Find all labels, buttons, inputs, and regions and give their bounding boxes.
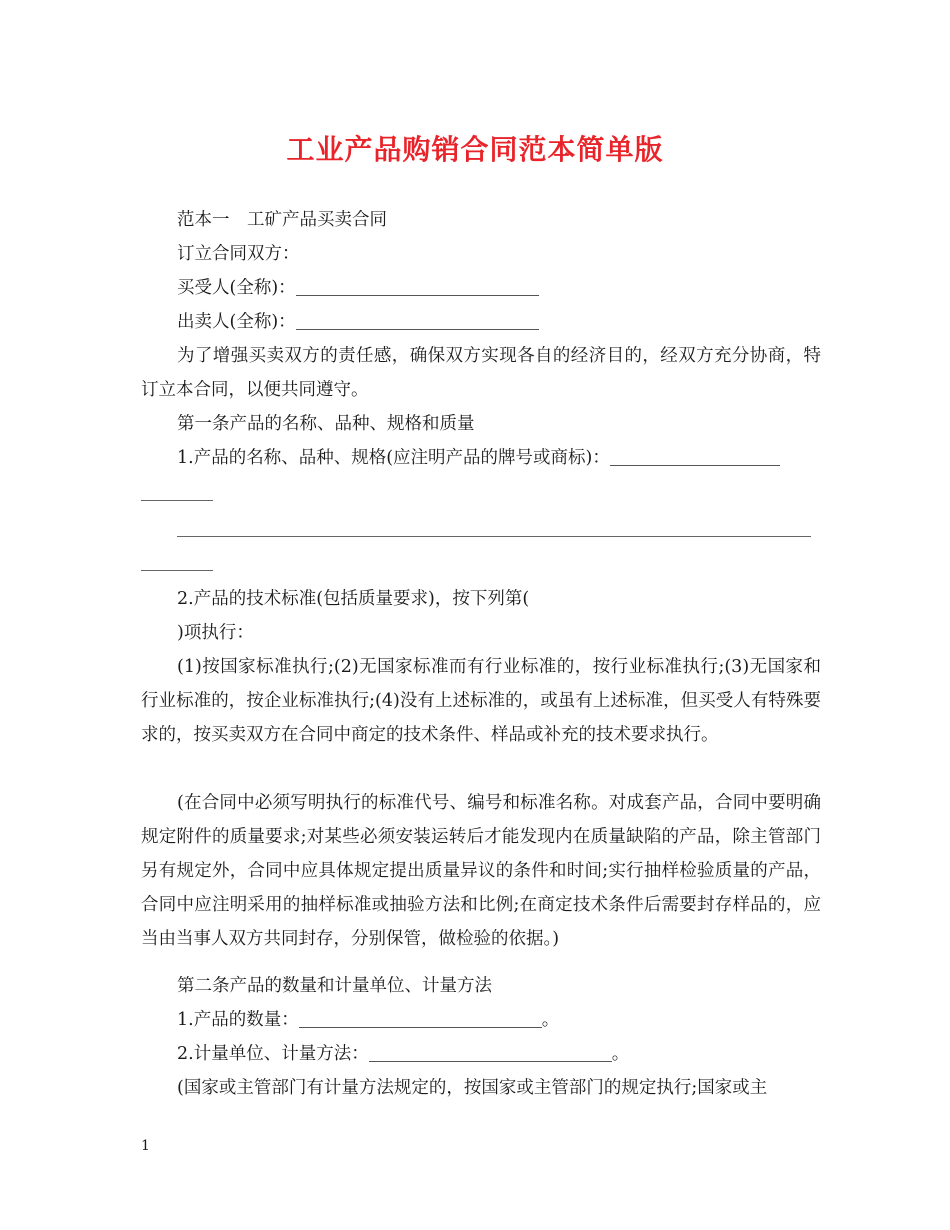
quantity-line: [177, 1003, 559, 1037]
product-name-blank-line[interactable]: [177, 536, 811, 537]
product-name-blank-end[interactable]: [141, 570, 213, 571]
product-name-line: [177, 441, 780, 475]
contract-heading: 范本一 工矿产品买卖合同: [177, 210, 387, 230]
document-title: 工业产品购销合同范本简单版: [286, 133, 664, 166]
page-number: 1: [141, 1138, 150, 1154]
measurement-note-line: (国家或主管部门有计量方法规定的，按国家或主管部门的规定执行;国家或主: [177, 1078, 768, 1098]
buyer-label: 买受人(全称)：: [177, 278, 296, 298]
quantity-label: 1.产品的数量：: [177, 1010, 299, 1030]
buyer-line: [177, 271, 539, 305]
technical-standard-item: )项执行：: [177, 623, 254, 643]
measurement-end-mark: 。: [611, 1044, 630, 1064]
product-name-blank-continued[interactable]: [141, 500, 213, 501]
quantity-blank[interactable]: [299, 1007, 542, 1028]
seller-line: [177, 305, 539, 339]
standards-paragraph: (1)按国家标准执行;(2)无国家标准而有行业标准的，按行业标准执行;(3)无国家和行业标准的，按企业标准执行;(4)没有上述标准的，或虽有上述标准，但买受人有特殊要求的，按买卖双方在合同中商定的技术条件、样品或补充的技术要求执行。: [141, 657, 821, 745]
product-name-blank[interactable]: [610, 445, 780, 466]
seller-blank[interactable]: [296, 309, 539, 330]
seller-label: 出卖人(全称)：: [177, 312, 296, 332]
quantity-end-mark: 。: [541, 1010, 560, 1030]
article-one-heading: 第一条产品的名称、品种、规格和质量: [177, 414, 475, 434]
parties-label: 订立合同双方：: [177, 244, 300, 264]
product-name-label: 1.产品的名称、品种、规格(应注明产品的牌号或商标)：: [177, 448, 610, 468]
measurement-line: [177, 1037, 629, 1071]
measurement-label: 2.计量单位、计量方法：: [177, 1044, 369, 1064]
buyer-blank[interactable]: [296, 275, 539, 296]
measurement-blank[interactable]: [369, 1041, 612, 1062]
article-two-heading: 第二条产品的数量和计量单位、计量方法: [177, 976, 492, 996]
preamble-paragraph: 为了增强买卖双方的责任感，确保双方实现各自的经济目的，经双方充分协商，特订立本合同，以便共同遵守。: [141, 346, 821, 400]
technical-standard-line: 2.产品的技术标准(包括质量要求)，按下列第(: [177, 589, 530, 609]
standards-note-paragraph: (在合同中必须写明执行的标准代号、编号和标准名称。对成套产品，合同中要明确规定附件的质量要求;对某些必须安装运转后才能发现内在质量缺陷的产品，除主管部门另有规定外，合同中应具体规定提出质量异议的条件和时间;实行抽样检验质量的产品，合同中应注明采用的抽样标准或抽验方法和比例;在商定技术条件后需要封存样品的，应当由当事人双方共同封存，分别保管，做检验的依据。): [141, 793, 821, 949]
